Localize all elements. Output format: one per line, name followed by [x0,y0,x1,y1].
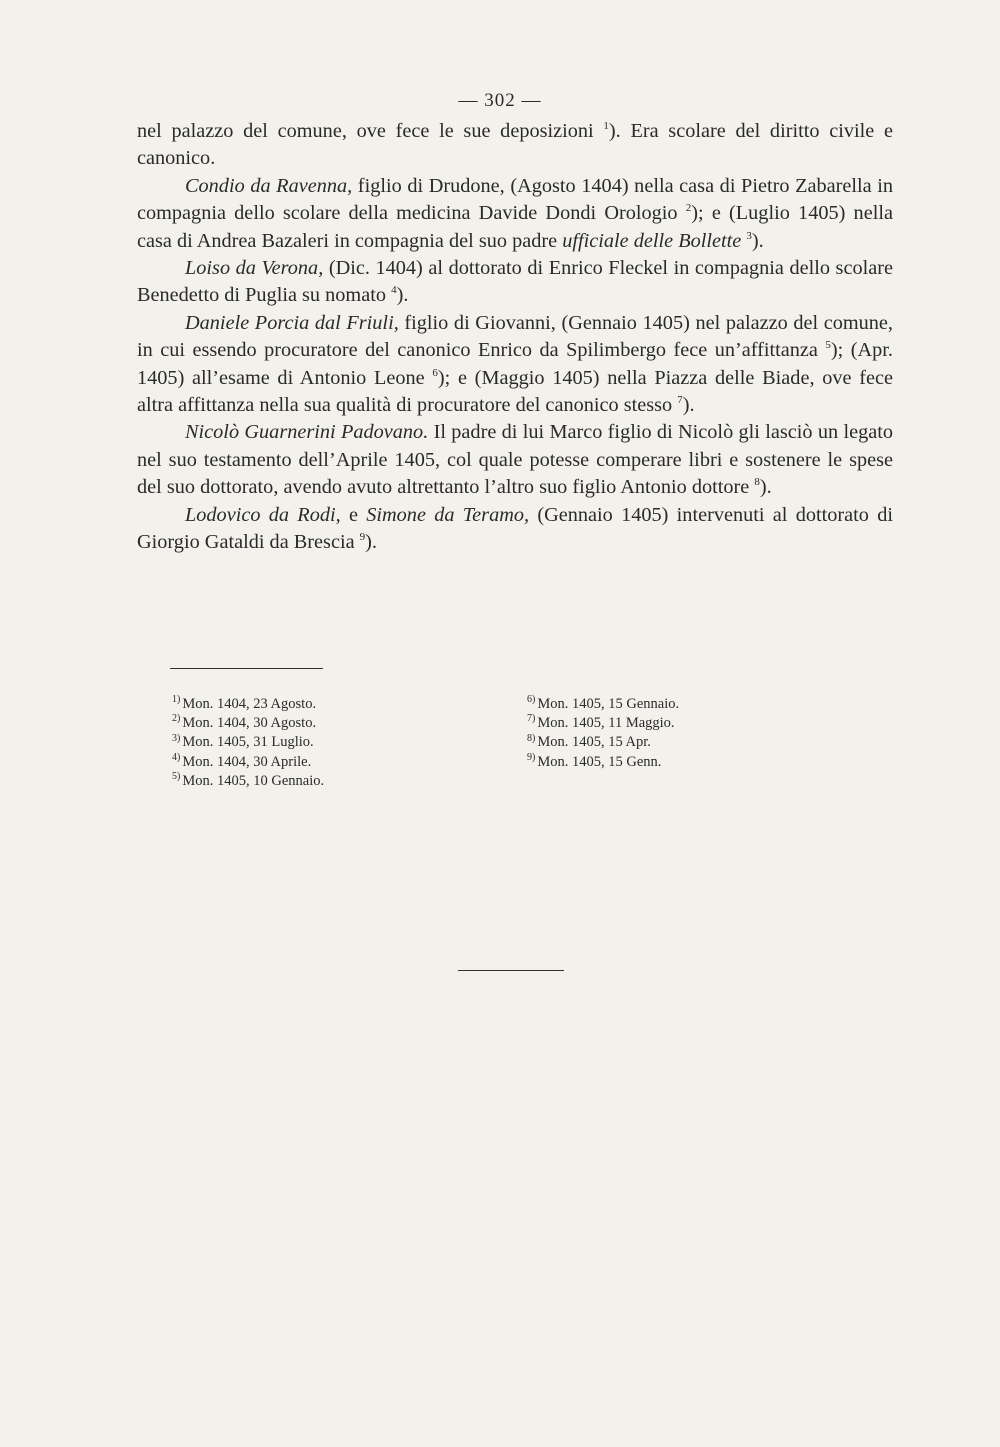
footnotes [172,695,812,791]
italic-text: Simone da Teramo, [366,503,530,526]
text-run: ). [759,476,772,499]
italic-text: Lodovico da Rodi, [185,503,341,526]
footnote-text: Mon. 1405, 11 Maggio. [537,715,675,732]
footnote-text: Mon. 1405, 15 Genn. [537,753,662,770]
paragraph [137,502,893,557]
paragraph [137,419,893,501]
footnote-ref: 9 [359,531,366,544]
footnote-number: 5) [172,770,181,782]
footnote-number: 9) [527,751,536,763]
footnote-text: Mon. 1405, 10 Gennaio. [182,772,325,789]
italic-text: Condio da Ravenna, [185,174,353,197]
italic-text: Nicolò Guarnerini Padovano. [185,421,429,444]
footnote-item [172,714,527,733]
footnotes-left-column [172,695,527,791]
footnote-text: Mon. 1405, 31 Luglio. [182,734,314,751]
footnote-number: 1) [172,694,181,706]
paragraph [137,118,893,173]
footnote-text: Mon. 1404, 30 Aprile. [182,753,312,770]
footnote-item [527,714,807,733]
text-run: ). [682,394,695,417]
footnote-item [527,733,807,752]
text-run: ). [396,284,409,307]
italic-text: Loiso da Verona, [185,257,324,280]
text-run: ). Era scolare del diritto civile e canonico. [137,120,893,170]
text-run: (Dic. 1404) al dottorato di Enrico Fleckel in compagnia dello scolare Benedetto di Puglia su nomato [137,257,893,307]
footnote-divider [170,668,323,669]
footnote-text: Mon. 1405, 15 Gennaio. [537,696,680,712]
footnote-ref: 5 [825,339,831,352]
footnote-number: 4) [172,751,181,763]
footnote-item [172,695,527,714]
footnote-ref: 3 [746,229,752,242]
footnote-item [527,695,807,714]
footnote-text: Mon. 1405, 15 Apr. [537,734,651,751]
italic-text: ufficiale delle Bollette [562,229,742,252]
footnote-number: 8) [527,732,536,744]
footnote-ref: 7 [677,394,683,407]
paragraph [137,173,893,255]
footnote-item [172,733,527,752]
text-run: ); e (Luglio 1405) nella casa di Andrea Bazaleri in compagnia del suo padre [137,202,893,252]
text-run: ). [751,229,764,252]
footnote-number: 2) [172,713,181,725]
footnote-item [172,772,527,791]
footnote-ref: 1 [603,120,609,133]
footnote-ref: 4 [391,284,397,297]
text-run: figlio di Drudone, (Agosto 1404) nella casa di Pietro Zabarella in compagnia dello scolare della medicina Davide Dondi Orologio [137,174,894,225]
footnote-ref: 6 [432,366,438,379]
footnote-item [172,753,527,772]
text-run: ); e (Maggio 1405) nella Piazza delle Biade, ove fece altra affittanza nella sua qualità di procuratore del canonico stesso [137,366,893,417]
footnote-number: 6) [527,694,536,706]
italic-text: Daniele Porcia dal Friuli, [185,311,399,334]
text-run: figlio di Giovanni, (Gennaio 1405) nel palazzo del comune, in cui essendo procuratore del canonico Enrico da Spilimbergo fece un’affittanza [137,311,893,362]
text-run: nel palazzo del comune, ove fece le sue deposizioni [137,120,604,142]
footnote-number: 7) [527,713,536,725]
paragraph [137,310,893,420]
text-run: (Gennaio 1405) intervenuti al dottorato di Giorgio Gataldi da Brescia [137,503,893,554]
body-text [137,118,893,557]
text-run: ). [365,531,377,554]
footnote-text: Mon. 1404, 23 Agosto. [182,696,317,712]
text-run: ); (Apr. 1405) all’esame di Antonio Leone [137,339,893,389]
paragraph [137,255,893,310]
footnote-ref: 8 [754,476,760,489]
footnote-item [527,753,807,772]
text-run: Il padre di lui Marco figlio di Nicolò gli lasciò un legato nel suo testamento dell’Aprile 1405, col quale potesse comperare libri e sostenere le spese del suo dottorato, avendo avuto altrettanto l’altro suo figlio Antonio dottore [137,421,894,499]
text-run: e [340,503,367,526]
footnote-ref: 2 [685,202,692,215]
footnotes-right-column [527,695,807,791]
page-number: — 302 — [458,90,542,111]
footnote-number: 3) [172,732,181,744]
end-divider [458,970,564,971]
footnote-text: Mon. 1404, 30 Agosto. [182,715,317,732]
